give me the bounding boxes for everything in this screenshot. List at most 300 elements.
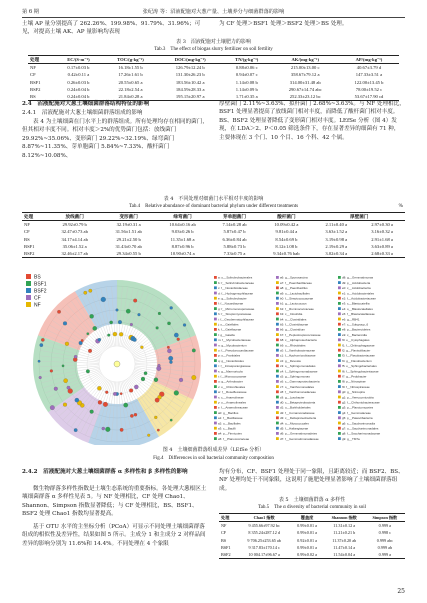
taxon-swatch (214, 385, 217, 388)
taxon-label: y: o__Anaerolineales (218, 400, 247, 405)
taxon-label: a8: g__Paenibacillus (280, 286, 308, 291)
taxon-label: d0: c__Betaproteobacteria (280, 400, 316, 405)
running-header (22, 7, 405, 18)
cladogram-node (74, 355, 77, 358)
table-cell: 0.99±0.01 a (297, 544, 317, 550)
table3 (28, 55, 399, 101)
taxon-label: c1: f__Hyphomicrobiaceae (280, 353, 316, 358)
table-header-cell: AP/(mg·kg⁻¹) (339, 56, 399, 64)
table-cell: 314.00±31.48 ab (289, 79, 321, 85)
taxon-swatch (214, 349, 217, 352)
cladogram-node (64, 379, 68, 383)
cladogram-node (81, 339, 84, 342)
taxon-swatch (214, 396, 217, 399)
cladogram-node (126, 309, 130, 313)
taxon-label: u: g__Arthrobacter (218, 379, 243, 384)
cladogram-node (138, 313, 141, 316)
taxon-label: e4: o__Blastocatellales (342, 306, 373, 311)
cladogram-node (167, 346, 170, 349)
taxon-swatch (214, 427, 217, 430)
taxon-label: g9: g__TM7a (342, 436, 360, 441)
cladogram-node (102, 427, 105, 430)
table-cell: CF (221, 530, 227, 536)
taxon-label: e9: c__Bacteroidia (342, 332, 367, 337)
taxon-swatch (276, 333, 279, 336)
table-cell: 29.34±0.55 b (102, 250, 156, 258)
taxon-label: f6: f__Sphingobacteriaceae (342, 369, 379, 374)
taxon-swatch (276, 302, 279, 305)
taxon-swatch (276, 292, 279, 295)
cladogram-node (118, 320, 122, 324)
table-row (28, 79, 399, 86)
taxon-label: a4: p__Firmicutes (218, 431, 242, 436)
taxon-swatch (276, 312, 279, 315)
taxon-label: g5: p__Patescibacteria (342, 416, 373, 421)
table-cell: 147.33±3.51 a (355, 72, 383, 78)
table4-title-cn: 表 4 不同处理对细菌门水平相对丰度的影响 (163, 196, 264, 202)
table-cell: NF (24, 222, 30, 228)
taxon-swatch (214, 370, 217, 373)
taxon-swatch (214, 422, 217, 425)
cladogram-node (63, 321, 67, 325)
table-header-cell: AK/(mg·kg⁻¹) (272, 56, 339, 64)
intro-left-text: 土壤 AP 量分别提高了 262.26%、199.98%、91.79%、31.96%；可见，对提高土壤 AK、AP 量影响均表现 (22, 21, 201, 36)
taxon-swatch (276, 276, 279, 279)
taxon-swatch (276, 297, 279, 300)
taxon-swatch (214, 375, 217, 378)
taxon-swatch (338, 302, 341, 305)
taxon-swatch (214, 416, 217, 419)
taxon-swatch (276, 396, 279, 399)
taxon-swatch (276, 338, 279, 341)
taxon-swatch (214, 390, 217, 393)
table-cell: 215.00±13.00 c (290, 65, 320, 71)
table-cell: 11.54±0.04 a (324, 551, 365, 559)
taxon-swatch (276, 385, 279, 388)
table-header-cell: TOC/(g·kg⁻¹) (103, 56, 159, 64)
taxon-swatch (214, 437, 217, 440)
table-header-cell: 处理 (28, 56, 54, 64)
table-cell: 17.26±1.61 b (118, 72, 143, 78)
cladogram-node (167, 349, 171, 353)
cladogram-node (88, 349, 92, 353)
cladogram-node (183, 323, 186, 326)
taxon-swatch (338, 416, 341, 419)
taxon-label: x: c__Anaerolineae (218, 395, 244, 400)
cladogram-node (93, 326, 97, 330)
taxon-swatch (276, 370, 279, 373)
taxon-swatch (214, 364, 217, 367)
legend-label-bsf2: BSF2 (34, 288, 47, 295)
cladogram-node (119, 332, 123, 336)
table-cell: 8.87±0.96 b (171, 243, 194, 249)
table-cell: 8 355.24±287.12 d (248, 530, 280, 536)
taxon-swatch (276, 354, 279, 357)
taxon-swatch (214, 281, 217, 284)
table-cell: 5.88±0.73 b (223, 243, 246, 249)
table-row (28, 86, 399, 93)
cladogram-node (113, 392, 117, 396)
taxon-swatch (338, 422, 341, 425)
taxon-swatch (276, 344, 279, 347)
cladogram-node (103, 402, 108, 407)
cladogram-node (174, 333, 178, 337)
table-row (219, 544, 405, 551)
legend-swatch-cf (26, 295, 31, 300)
taxon-label: f5: o__Sphingobacteriales (342, 364, 377, 369)
legend-label-bs: BS (34, 274, 41, 281)
taxon-swatch (338, 375, 341, 378)
taxon-swatch (338, 370, 341, 373)
table-cell: 6.36±0.84 ab (222, 236, 247, 242)
cladogram-node (90, 314, 94, 318)
cladogram-node (89, 289, 92, 292)
taxon-label: a1: f__Bacillaceae (218, 416, 243, 421)
taxon-swatch (214, 333, 217, 336)
taxon-label: a2: o__Bacillales (218, 421, 241, 426)
table-cell: 252.33±23.12 bc (272, 93, 339, 101)
taxon-label: g3: p__Planctomycetes (342, 405, 374, 410)
table3-title-cn: 表 3 沼液配施对土壤肥力的影响 (176, 39, 251, 45)
table-cell: 5.87±0.47 b (223, 229, 246, 235)
table-header-cell: 覆盖度 (290, 514, 323, 522)
table-cell: BSF2 (22, 250, 48, 258)
cladogram-node (101, 297, 106, 302)
taxon-label: c4: f__Sphingomonadaceae (280, 369, 318, 374)
section-2-4-1-right-text: 厚壁菌门 2.11%~3.63%、拟杆菌门 2.68%~3.63%。与 NF 处理相比，BSF1 处理显著提高了放线菌门相对丰度，而降低了酸杆菌门相对丰度。BS、BSF2 处理显著降低了变形菌门相对丰度。LEfSe 分析（图 4）发现，在 LDA＞2、P＜0.05 筛选条件下，存在显著差异的细菌有 71 种，主要体现在 3 个门、10 个目、16 个科、42 个属。 (219, 101, 405, 141)
cladogram-node (116, 309, 119, 312)
section-2-4-heading: 2.4 沼液配施对大葱土壤细菌群落结构特征的影响 (22, 101, 150, 107)
cladogram-node (141, 377, 145, 381)
table-cell: 0.24±0.04 b (67, 86, 90, 92)
legend-label-bsf1: BSF1 (34, 281, 47, 288)
table-cell: 16.18±1.55 b (118, 65, 143, 71)
taxon-swatch (338, 364, 341, 367)
taxon-swatch (338, 344, 341, 347)
taxon-swatch (338, 286, 341, 289)
table-cell: 358.67±79.12 a (290, 72, 320, 78)
taxon-swatch (338, 281, 341, 284)
taxon-swatch (338, 312, 341, 315)
taxon-swatch (276, 380, 279, 383)
table-cell: 10.09±0.42 a (274, 222, 299, 228)
taxon-label: b1: g__Lactococcus (280, 301, 307, 306)
legend-label-nf: NF (34, 302, 41, 309)
taxon-label: f9: f__Nitrospiraceae (342, 384, 370, 389)
table-cell: 126.79±12.24 b (175, 65, 205, 71)
taxon-swatch (338, 359, 341, 362)
taxon-swatch (214, 286, 217, 289)
table4 (22, 212, 405, 258)
table-cell: 10 004.17±96.67 a (238, 551, 290, 559)
table-row (219, 537, 405, 544)
taxon-label: q: g__Nocardioides (218, 358, 244, 363)
taxon-label: a0: g__Bacillus (218, 410, 239, 415)
cladogram-node (129, 389, 133, 393)
taxon-label: g4: f__Gemmataceae (342, 410, 371, 415)
taxon-label: b3: c__Clostridia (280, 312, 303, 317)
cladogram-node (154, 378, 158, 382)
table-cell: 31.43±0.70 ab (115, 243, 142, 249)
cladogram-node (174, 390, 179, 395)
taxon-label: g6: c__Saccharimonadia (342, 421, 376, 426)
taxon-label: a3: c__Bacilli (218, 426, 236, 431)
taxon-swatch (214, 312, 217, 315)
taxon-swatch (338, 276, 341, 279)
taxon-swatch (214, 406, 217, 409)
taxon-label: b2: f__Ruminococcaceae (280, 306, 314, 311)
table-header-cell: 厚壁菌门 (313, 213, 405, 221)
taxon-label: g8: f__Saccharimonadaceae (342, 431, 381, 436)
taxon-label: c6: c__Gammaproteobacteria (280, 379, 320, 384)
taxon-label: f8: p__Nitrospirae (342, 379, 366, 384)
table-row (28, 64, 399, 72)
table-cell: BSF1 (24, 243, 35, 249)
taxon-label: c2: g__Devosia (280, 358, 301, 363)
table-cell: 0.99±0.01 a (297, 523, 317, 529)
cladogram-node (113, 332, 117, 336)
table-cell: 35.06±1.52 a (62, 243, 87, 249)
taxon-label: a7: f__Paenibacillaceae (280, 280, 312, 285)
figure4-lefse-cladogram (22, 270, 405, 445)
taxon-label: e3: c__Blastocatellia (342, 301, 370, 306)
table-cell: 1.14±0.09 b (235, 86, 258, 92)
table-cell: 11.31±0.12 a (333, 523, 356, 529)
taxon-label: f7: g__Pedobacter (342, 374, 367, 379)
taxon-label: g0: g__Nitrospira (342, 390, 365, 395)
table-cell: 0.99±0.01 a (297, 530, 317, 536)
taxon-label: c5: g__Sphingomonas (280, 374, 310, 379)
taxon-swatch (276, 427, 279, 430)
table4-unit: % (398, 204, 403, 209)
cladogram-node (74, 428, 77, 431)
table-cell: BSF2 (30, 86, 41, 92)
taxon-label: b0: f__Streptococcaceae (280, 296, 314, 301)
table-cell: 11.47±0.14 a (333, 544, 356, 550)
taxon-swatch (338, 318, 341, 321)
table-cell: 2.11±0.40 a (325, 222, 348, 228)
table-header-cell: DOC/(mg·kg⁻¹) (158, 56, 222, 64)
table-row (22, 221, 405, 229)
taxon-label: m: f__Mycobacteriaceae (218, 338, 251, 343)
taxon-swatch (338, 437, 341, 440)
taxon-label: e8: p__Bacteroidetes (342, 327, 371, 332)
table-cell: 183.56±10.42 a (175, 79, 205, 85)
table-cell: 34.17±4.14 ab (61, 236, 88, 242)
table-cell: 9.03±0.26 b (171, 229, 194, 235)
table-cell: 2.97±0.30 a (371, 222, 393, 228)
cladogram-node (120, 393, 122, 395)
section-2-4-1-left-text: 表 4 为土壤细菌在门水平上的群落组成。所有处理均存在相同的菌门，但其相对丰度不同。相对丰度＞2%的优势菌门包括：放线菌门 29.92%~35.06%、变形菌门 29.22%~32.19%、绿弯菌门 8.87%~11.35%、芽单胞菌门 5.84%~7.33%、酸杆菌门 8.12%~10.08%、 (22, 119, 208, 159)
taxon-swatch (214, 432, 217, 435)
taxon-label: b9: o__Rhizobiales (280, 343, 306, 348)
cladogram-node (168, 356, 173, 361)
cladogram-node (57, 310, 60, 313)
table-cell: 0.99±0.02 a (290, 551, 323, 559)
cladogram-node (170, 419, 172, 421)
table-row (22, 250, 405, 258)
table-cell: NF (221, 523, 227, 529)
table-cell: 11.21±0.21 b (333, 530, 356, 536)
taxon-label: v: o__Chloroflexales (218, 384, 246, 389)
taxon-swatch (338, 333, 341, 336)
taxon-label: a6: g__Sporosarcina (280, 275, 308, 280)
cladogram-node (156, 326, 159, 329)
taxon-swatch (276, 281, 279, 284)
cladogram-node (156, 366, 161, 371)
taxon-label: d8: g__Gemmatimonas (342, 275, 374, 280)
cladogram-root (114, 361, 120, 367)
table-row (219, 551, 405, 559)
taxon-swatch (214, 328, 217, 331)
table-header-cell: TN/(g·kg⁻¹) (222, 56, 272, 64)
cladogram-node (50, 369, 53, 372)
table-cell: 10.90±0.74 a (156, 250, 210, 258)
taxon-swatch (214, 338, 217, 341)
table-cell: 7.33±0.75 a (210, 250, 260, 258)
taxon-label: c9: g__Lysobacter (280, 395, 305, 400)
table-cell: 0.998 c (378, 530, 391, 536)
table-cell: 20.55±0.65 a (118, 79, 143, 85)
cladogram-node (50, 405, 55, 410)
table-cell: 29.92±0.79 b (62, 222, 87, 228)
taxon-label: f1: f__Chitinophagaceae (342, 343, 375, 348)
table-cell: 3.02±0.34 a (313, 250, 359, 258)
table5-title-cn: 表 5 土壤细菌群落 α 多样性 (278, 497, 346, 503)
taxon-swatch (338, 292, 341, 295)
table-cell: 122.00±13.45 b (354, 79, 384, 85)
table-cell: CF (30, 72, 36, 78)
taxon-label: f3: f__Flavobacteriaceae (342, 353, 375, 358)
cladogram-node (63, 403, 67, 407)
table-cell: BSF1 (30, 79, 41, 85)
table-row (22, 228, 405, 235)
taxon-label: e5: f__Blastocatellaceae (342, 312, 375, 317)
taxon-label: t: f__Micrococcaceae (218, 374, 247, 379)
table4-title-en: Tab.4 Relative abundance of dominant bacterial phylum under different treatments (128, 204, 299, 209)
taxon-swatch (214, 401, 217, 404)
cladogram-node (40, 343, 43, 346)
cladogram-node (110, 321, 113, 324)
legend-swatch-bs (26, 274, 31, 279)
figure4-svg (22, 270, 405, 445)
table5 (219, 513, 405, 559)
table-cell: 3.16±0.32 a (371, 229, 393, 235)
legend-swatch-bsf2 (26, 288, 31, 293)
taxon-swatch (276, 390, 279, 393)
taxon-swatch (338, 401, 341, 404)
cladogram-node (133, 299, 137, 303)
taxon-label: f2: g__Flavisolibacter (342, 348, 371, 353)
cladogram-node (39, 376, 42, 379)
taxon-swatch (338, 411, 341, 414)
taxon-label: z: f__Anaerolineaceae (218, 405, 248, 410)
taxon-label: a: o__Solirubrobacterales (218, 275, 253, 280)
section-2-4-2-heading: 2.4.2 沼液配施对大葱土壤细菌群落 α 多样性和 β 多样性的影响 (22, 469, 188, 475)
taxon-swatch (214, 276, 217, 279)
table-cell: 2.68±0.33 a (359, 250, 405, 258)
cladogram-node (41, 338, 44, 341)
taxon-swatch (214, 307, 217, 310)
cladogram-node (98, 400, 102, 404)
taxon-swatch (276, 422, 279, 425)
table-cell: BS (28, 93, 54, 101)
cladogram-node (133, 338, 137, 342)
taxon-swatch (276, 416, 279, 419)
table-cell: 40.67±3.79 d (356, 65, 382, 71)
taxon-swatch (338, 380, 341, 383)
taxon-swatch (338, 307, 341, 310)
taxon-label: c7: o__Xanthomonadales (280, 384, 315, 389)
table-header-cell: 酸杆菌门 (259, 213, 313, 221)
table-cell: 0.999 a (365, 551, 405, 559)
taxon-swatch (276, 307, 279, 310)
taxon-swatch (214, 297, 217, 300)
table-cell: 9.34±0.76 bab (259, 250, 313, 258)
table-cell: 29.21±2.50 b (116, 236, 141, 242)
taxon-swatch (214, 302, 217, 305)
taxon-label: d7: f__Gemmatimonadaceae (280, 436, 319, 441)
taxon-swatch (276, 359, 279, 362)
cladogram-node (75, 398, 79, 402)
taxon-swatch (276, 328, 279, 331)
table-header-cell: Chao1 指数 (238, 514, 290, 522)
taxon-label: d9: p__Acidobacteria (342, 280, 371, 285)
cladogram-node (120, 428, 123, 431)
table-cell: NF (30, 65, 36, 71)
cladogram-node (177, 338, 180, 341)
table-cell: 0.17±0.03 b (67, 65, 90, 71)
cladogram-node (105, 391, 108, 394)
cladogram-node (98, 338, 101, 341)
table5-title-en: Tab.5 The α diversity of bacterial community in soil (257, 505, 367, 510)
taxon-label: n: g__Mycobacterium (218, 343, 247, 348)
table-cell: 11.35±1.68 a (170, 236, 195, 242)
taxon-swatch (338, 396, 341, 399)
taxon-swatch (214, 354, 217, 357)
taxon-swatch (276, 349, 279, 352)
cladogram-node (38, 360, 40, 362)
taxon-swatch (276, 432, 279, 435)
taxon-label: h: f__Streptomycetaceae (218, 312, 252, 317)
cladogram-node (105, 427, 110, 432)
table-cell: 32.46±2.17 ab (48, 250, 102, 258)
table-cell: 22.18±2.54 a (118, 86, 143, 92)
taxon-swatch (338, 432, 341, 435)
table-header-cell: 处理 (22, 213, 48, 221)
figure4-caption-en: Fig.4 Differences in soil bacterial community composition (153, 456, 274, 461)
table-header-cell: 变形菌门 (102, 213, 156, 221)
cladogram-node (124, 403, 128, 407)
table-cell: 78.00±19.52 c (355, 86, 383, 92)
taxon-label: b6: g__Clostridium (280, 327, 306, 332)
cladogram-node (157, 429, 159, 431)
table-cell: 10.64±0.16 ab (169, 222, 196, 228)
taxon-label: r: f__Intrasporangiaceae (218, 364, 251, 369)
table-header-cell: EC/(S·m⁻¹) (54, 56, 102, 64)
table-row (219, 522, 405, 530)
page-number: 25 (397, 588, 405, 595)
taxon-label: e: g__Solirubrobacter (218, 296, 247, 301)
taxon-swatch (338, 328, 341, 331)
cladogram-node (90, 410, 94, 414)
taxon-swatch (214, 359, 217, 362)
taxon-label: l: g__Gaiella (218, 332, 235, 337)
table-cell: 0.88±0.06 c (235, 65, 258, 71)
cladogram-node (107, 334, 110, 337)
table-header-cell: Shannon 指数 (324, 514, 365, 522)
taxon-label: k: f__Gaiellaceae (218, 327, 242, 332)
